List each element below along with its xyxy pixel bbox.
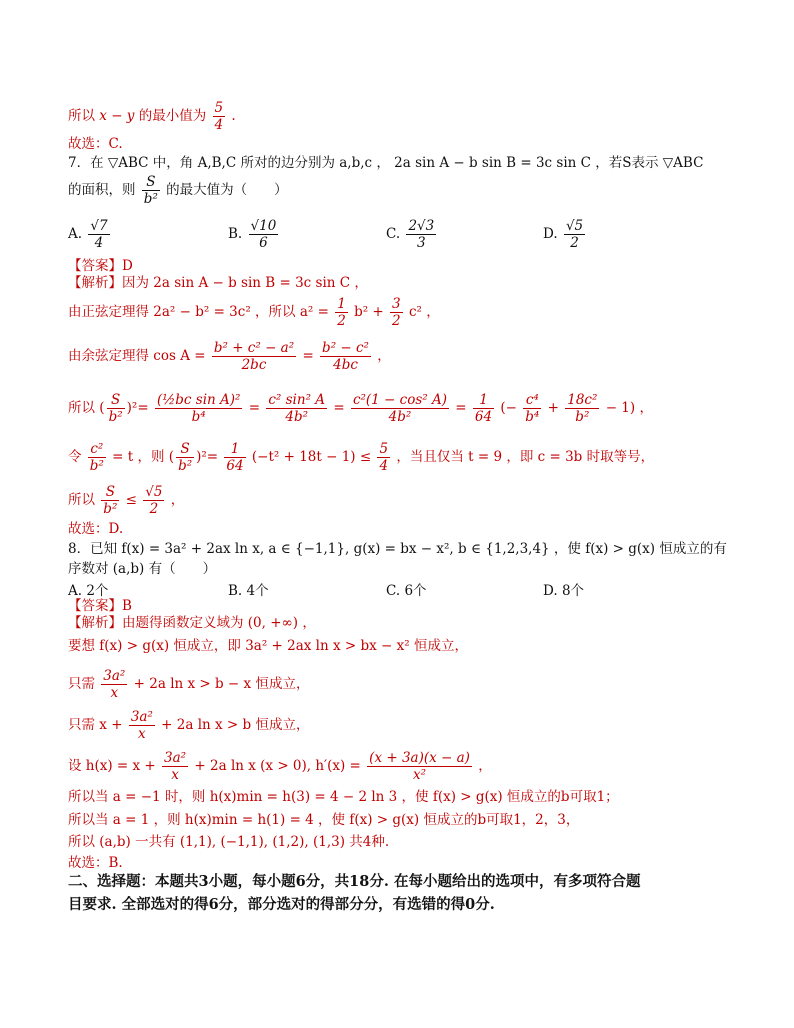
q7-analysis-line4: 所以 ( $\frac{S}{\text{b²}}$ )²= $\frac{\text{(½bc sin A)²}}{\text{b⁴}}$ = $\frac{\text{c² sin² A}}{\text{4b²}}$ = $\frac{\text{c²(1 − cos² A)}}{\text{4b²}}$ = $\frac{1}{64}$ (− $\frac{\text{c⁴}}{\text{b⁴}}$ + $\frac{\text{18c²}}{\text{b²}}$ − 1) ， — [68, 392, 653, 425]
q6-choice: 故选：C. — [68, 136, 123, 152]
q8-option-d: D. 8个 — [543, 583, 585, 599]
q7-stem-line1: 7．在 ▽ABC 中，角 A,B,C 所对的边分别为 a,b,c ， 2a sin A − b sin B = 3c sin C ，若S表示 ▽ABC — [68, 155, 704, 171]
q8-analysis-line2: 要想 f(x) > g(x) 恒成立，即 3a² + 2ax ln x > bx − x² 恒成立， — [68, 638, 468, 654]
q8-analysis-line3: 只需 $\frac{\text{3a²}}{x}$ + 2a ln x > b − x 恒成立， — [68, 668, 310, 701]
q8-choice: 故选：B. — [68, 855, 123, 871]
q7-analysis-line2: 由正弦定理得 2a² − b² = 3c² ，所以 a² = $\frac{1}{2}$ b² + $\frac{3}{2}$ c² ， — [68, 296, 440, 329]
q6-min-prefix: 所以 — [68, 108, 95, 124]
q8-option-a: A. 2个 — [68, 583, 109, 599]
q6-min-expr: x − y — [99, 108, 135, 124]
q7-choice: 故选：D. — [68, 521, 124, 537]
q8-analysis-line1: 【解析】由题得函数定义域为 (0, +∞) ， — [68, 615, 316, 631]
q8-stem-line2: 序数对 (a,b) 有（ ） — [68, 561, 217, 577]
q8-analysis-line4: 只需 x + $\frac{\text{3a²}}{x}$ + 2a ln x > b 恒成立， — [68, 709, 310, 742]
q7-analysis-line3: 由余弦定理得 cos A = $\frac{\text{b² + c² − a²}}{2bc}$ = $\frac{\text{b² − c²}}{4bc}$ ， — [68, 340, 391, 373]
q8-analysis-line8: 所以 (a,b) 一共有 (1,1), (−1,1), (1,2), (1,3) 共4种. — [68, 834, 390, 850]
q7-analysis-line1: 【解析】因为 2a sin A − b sin B = 3c sin C ， — [68, 275, 368, 291]
q7-answer: 【答案】D — [68, 258, 133, 274]
q8-analysis-line7: 所以当 a = 1 ，则 h(x)min = h(1) = 4 ，使 f(x) > g(x) 恒成立的b可取1，2，3， — [68, 812, 580, 828]
q8-analysis-line5: 设 h(x) = x + $\frac{\text{3a²}}{x}$ + 2a ln x (x > 0), h′(x) = $\frac{(x + 3a)(x - a)}{\text{x²}}$ ， — [68, 750, 492, 783]
q8-answer: 【答案】B — [68, 598, 132, 614]
q7-stem-line2 — [68, 174, 288, 207]
section2-heading-line2: 目要求. 全部选对的得6分，部分选对的得部分分，有选错的得0分. — [68, 896, 495, 913]
q7-option-b: B. $\frac{√10}{6}$ — [228, 218, 277, 251]
q8-stem-line1: 8．已知 f(x) = 3a² + 2ax ln x, a ∈ {−1,1}, g(x) = bx − x², b ∈ {1,2,3,4} ，使 f(x) > g(x) 恒成立的有 — [68, 541, 727, 557]
q7-analysis-line6: 所以 $\frac{S}{\text{b²}}$ ≤ $\frac{√5}{2}$ ， — [68, 484, 185, 517]
q7-option-d: D. $\frac{√5}{2}$ — [543, 218, 584, 251]
q8-option-b: B. 4个 — [228, 583, 269, 599]
q7-stem-post: 的最大值为（ ） — [166, 182, 288, 198]
q7-stem-pre: 的面积，则 — [68, 182, 136, 198]
section2-heading-line1: 二、选择题：本题共3小题，每小题6分，共18分. 在每小题给出的选项中，有多项符合题 — [68, 873, 641, 890]
q6-min-mid: 的最小值为 — [138, 108, 207, 124]
q8-option-c: C. 6个 — [386, 583, 427, 599]
q7-stem-fraction: $\frac{S}{\text{b²}}$ — [143, 174, 158, 207]
q8-analysis-line6: 所以当 a = −1 时，则 h(x)min = h(3) = 4 − 2 ln 3 ，使 f(x) > g(x) 恒成立的b可取1； — [68, 789, 619, 805]
q6-min-line — [68, 100, 236, 133]
q6-min-fraction: $\frac{5}{4}$ — [214, 100, 224, 133]
q7-option-a: A. $\frac{√7}{4}$ — [68, 218, 108, 251]
q6-min-end: . — [231, 108, 236, 124]
q7-option-c: C. $\frac{2√3}{3}$ — [386, 218, 435, 251]
q7-analysis-line5: 令 $\frac{\text{c²}}{\text{b²}}$ = t ，则 ( $\frac{S}{\text{b²}}$ )²= $\frac{1}{64}$ (−t² + 18t − 1) ≤ $\frac{5}{4}$ ，当且仅当 t = 9 ，即 c = 3b 时取等号， — [68, 441, 655, 474]
